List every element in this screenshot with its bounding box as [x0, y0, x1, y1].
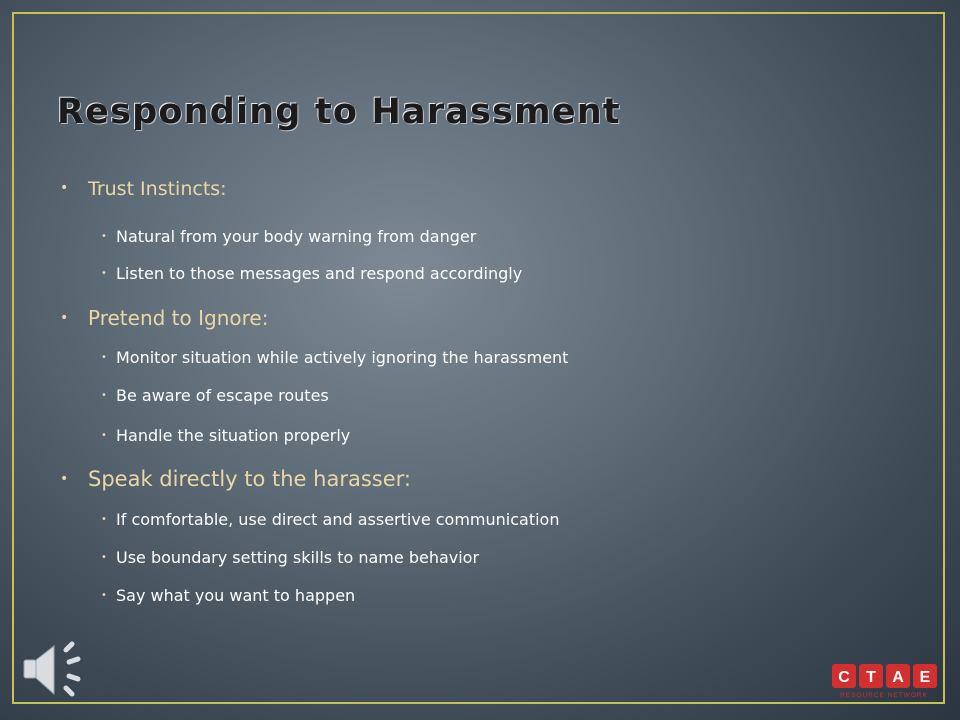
svg-text:T: T — [866, 669, 876, 686]
bullet-icon: • — [60, 471, 69, 487]
svg-text:E: E — [919, 669, 931, 686]
bullet-icon: • — [101, 352, 107, 363]
bullet-icon: • — [60, 310, 69, 326]
bullet-item: • Listen to those messages and respond accordingly — [101, 264, 523, 283]
bullet-icon: • — [101, 268, 107, 279]
bullet-heading-trust-instincts: • Trust Instincts: — [60, 178, 227, 200]
bullet-item: • If comfortable, use direct and assertive communication — [101, 510, 560, 529]
bullet-icon: • — [101, 552, 107, 563]
bullet-item: • Use boundary setting skills to name behavior — [101, 548, 480, 567]
bullet-item: • Be aware of escape routes — [101, 386, 329, 405]
bullet-icon: • — [101, 514, 107, 525]
bullet-item: • Natural from your body warning from danger — [101, 227, 477, 246]
bullet-icon: • — [101, 590, 107, 601]
slide-title: Responding to Harassment — [57, 92, 621, 132]
speaker-icon[interactable] — [22, 640, 90, 704]
bullet-item: • Handle the situation properly — [101, 426, 351, 445]
svg-text:A: A — [892, 669, 904, 686]
svg-text:C: C — [838, 669, 850, 686]
bullet-icon: • — [101, 430, 107, 441]
bullet-icon: • — [101, 390, 107, 401]
svg-text:RESOURCE NETWORK: RESOURCE NETWORK — [840, 692, 928, 699]
bullet-icon: • — [60, 180, 69, 196]
bullet-item: • Say what you want to happen — [101, 586, 356, 605]
bullet-heading-speak-directly: • Speak directly to the harasser: — [60, 467, 411, 491]
bullet-icon: • — [101, 231, 107, 242]
bullet-item: • Monitor situation while actively ignoring the harassment — [101, 348, 569, 367]
bullet-heading-pretend-to-ignore: • Pretend to Ignore: — [60, 306, 269, 330]
ctae-logo — [832, 664, 940, 708]
